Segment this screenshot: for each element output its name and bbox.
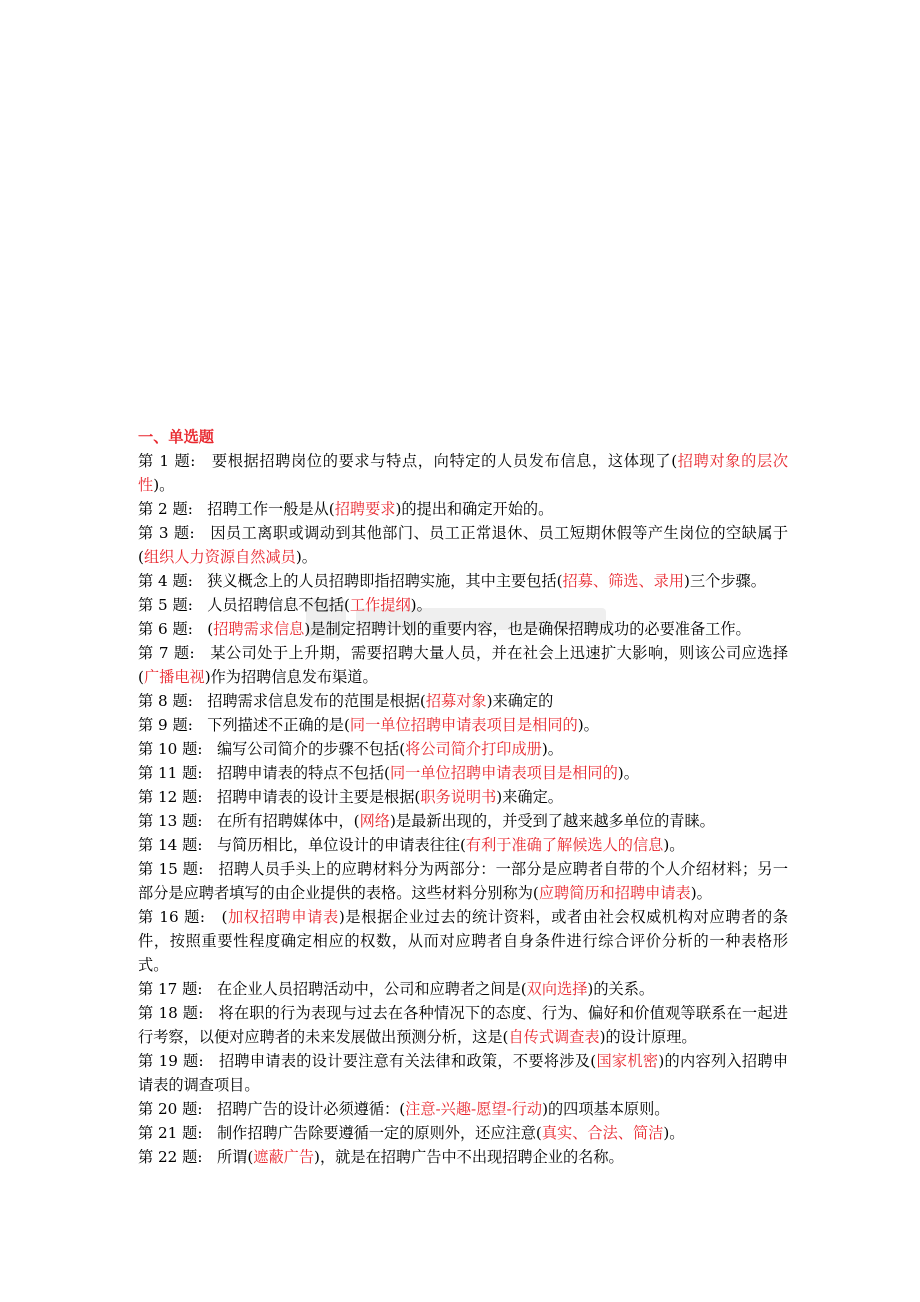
question-item bbox=[138, 713, 788, 737]
question-text-end: )。 bbox=[153, 476, 175, 494]
question-text-end: )。 bbox=[663, 836, 685, 854]
question-item bbox=[138, 1097, 788, 1121]
question-item bbox=[138, 569, 788, 593]
question-spacer bbox=[203, 860, 218, 878]
question-text: ( bbox=[207, 620, 214, 638]
question-item bbox=[138, 761, 788, 785]
question-number: 第 9 题: bbox=[138, 716, 193, 734]
question-answer: 将公司简介打印成册 bbox=[405, 740, 542, 758]
question-text: 招聘工作一般是从( bbox=[207, 500, 335, 518]
question-spacer bbox=[193, 596, 207, 614]
question-spacer bbox=[193, 572, 207, 590]
question-text: 某公司处于上升期，需要招聘大量人员，并在社会上迅速扩大影响，则该公司应选择( bbox=[138, 644, 789, 686]
question-item bbox=[138, 641, 788, 689]
question-item bbox=[138, 593, 788, 617]
question-text: 招聘需求信息发布的范围是根据( bbox=[207, 692, 426, 710]
question-spacer bbox=[204, 1052, 219, 1070]
question-item bbox=[138, 857, 788, 905]
question-spacer bbox=[202, 1148, 216, 1166]
question-number: 第 12 题: bbox=[138, 788, 203, 806]
question-text: 招聘人员手头上的应聘材料分为两部分：一部分是应聘者自带的个人介绍材料；另一部分是应聘者填写的由企业提供的表格。这些材料分别称为( bbox=[138, 860, 789, 902]
question-text-end: )是根据企业过去的统计资料，或者由社会权威机构对应聘者的条件，按照重要性程度确定相应的权数，从而对应聘者自身条件进行综合评价分析的一种表格形式。 bbox=[138, 908, 789, 974]
question-text: 招聘广告的设计必须遵循：( bbox=[216, 1100, 406, 1118]
question-answer: 遮蔽广告 bbox=[253, 1148, 315, 1166]
question-number: 第 4 题: bbox=[138, 572, 193, 590]
question-text: 人员招聘信息不包括( bbox=[207, 596, 350, 614]
question-item bbox=[138, 833, 788, 857]
question-answer: 同一单位招聘申请表项目是相同的 bbox=[389, 764, 618, 782]
section-title: 一、单选题 bbox=[138, 428, 214, 446]
question-text: 下列描述不正确的是( bbox=[207, 716, 350, 734]
question-number: 第 6 题: bbox=[138, 620, 193, 638]
question-answer: 真实、合法、简洁 bbox=[541, 1124, 664, 1142]
question-text: ( bbox=[221, 908, 228, 926]
question-text-end: )。 bbox=[690, 884, 712, 902]
question-text: 招聘申请表的设计要注意有关法律和政策，不要将涉及( bbox=[218, 1052, 597, 1070]
question-item bbox=[138, 1001, 788, 1049]
question-number: 第 21 题: bbox=[138, 1124, 203, 1142]
question-answer: 注意-兴趣-愿望-行动 bbox=[405, 1100, 543, 1118]
question-item bbox=[138, 449, 788, 497]
question-text-end: )。 bbox=[410, 596, 432, 614]
question-spacer bbox=[195, 524, 211, 542]
question-answer: 招聘要求 bbox=[334, 500, 396, 518]
question-item bbox=[138, 497, 788, 521]
question-text: 狭义概念上的人员招聘即指招聘实施，其中主要包括( bbox=[207, 572, 563, 590]
question-spacer bbox=[193, 692, 207, 710]
question-spacer bbox=[193, 500, 207, 518]
question-number: 第 13 题: bbox=[138, 812, 203, 830]
question-text: 因员工离职或调动到其他部门、员工正常退休、员工短期休假等产生岗位的空缺属于( bbox=[138, 524, 789, 566]
question-text-end: )是制定招聘计划的重要内容，也是确保招聘成功的必要准备工作。 bbox=[304, 620, 751, 638]
question-spacer bbox=[205, 908, 221, 926]
question-answer: 工作提纲 bbox=[349, 596, 411, 614]
question-answer: 组织人力资源自然减员 bbox=[143, 548, 296, 566]
question-answer: 招聘对象的层次性 bbox=[138, 452, 789, 494]
question-text-end: )的设计原理。 bbox=[599, 1028, 697, 1046]
question-item bbox=[138, 1049, 788, 1097]
question-answer: 职务说明书 bbox=[420, 788, 497, 806]
question-number: 第 2 题: bbox=[138, 500, 193, 518]
question-spacer bbox=[202, 980, 216, 998]
question-text-end: )的提出和确定开始的。 bbox=[395, 500, 554, 518]
question-number: 第 8 题: bbox=[138, 692, 193, 710]
question-text: 在所有招聘媒体中，( bbox=[216, 812, 360, 830]
question-text-end: )。 bbox=[617, 764, 639, 782]
question-answer: 加权招聘申请表 bbox=[227, 908, 339, 926]
question-spacer bbox=[193, 620, 207, 638]
question-item bbox=[138, 785, 788, 809]
question-number: 第 1 题: bbox=[138, 452, 196, 470]
question-answer: 网络 bbox=[359, 812, 390, 830]
question-number: 第 10 题: bbox=[138, 740, 203, 758]
question-text-end: )三个步骤。 bbox=[684, 572, 766, 590]
question-text-end: )。 bbox=[663, 1124, 685, 1142]
question-answer: 应聘简历和招聘申请表 bbox=[538, 884, 691, 902]
question-text-end: )作为招聘信息发布渠道。 bbox=[204, 668, 378, 686]
question-number: 第 15 题: bbox=[138, 860, 204, 878]
question-text: 编写公司简介的步骤不包括( bbox=[216, 740, 406, 758]
question-number: 第 17 题: bbox=[138, 980, 203, 998]
question-number: 第 11 题: bbox=[138, 764, 203, 782]
question-answer: 招募对象 bbox=[425, 692, 487, 710]
question-list bbox=[138, 449, 788, 1169]
document-body bbox=[138, 425, 788, 1169]
question-answer: 招聘需求信息 bbox=[213, 620, 305, 638]
question-spacer bbox=[203, 1004, 218, 1022]
question-item bbox=[138, 809, 788, 833]
question-number: 第 5 题: bbox=[138, 596, 193, 614]
question-spacer bbox=[202, 1124, 216, 1142]
question-number: 第 18 题: bbox=[138, 1004, 204, 1022]
question-spacer bbox=[202, 812, 216, 830]
question-text-end: )。 bbox=[541, 740, 563, 758]
question-text-end: )。 bbox=[295, 548, 317, 566]
question-answer: 国家机密 bbox=[596, 1052, 659, 1070]
question-text: 在企业人员招聘活动中，公司和应聘者之间是( bbox=[216, 980, 527, 998]
question-number: 第 14 题: bbox=[138, 836, 203, 854]
question-answer: 双向选择 bbox=[526, 980, 588, 998]
question-item bbox=[138, 737, 788, 761]
question-spacer bbox=[195, 644, 211, 662]
question-answer: 广播电视 bbox=[143, 668, 205, 686]
question-text-end: )，就是在招聘广告中不出现招聘企业的名称。 bbox=[314, 1148, 624, 1166]
question-text-end: )的四项基本原则。 bbox=[542, 1100, 670, 1118]
question-spacer bbox=[202, 1100, 216, 1118]
question-item bbox=[138, 689, 788, 713]
question-answer: 有利于准确了解候选人的信息 bbox=[465, 836, 664, 854]
question-spacer bbox=[202, 836, 216, 854]
question-item bbox=[138, 905, 788, 977]
question-spacer bbox=[202, 740, 216, 758]
question-text: 将在职的行为表现与过去在各种情况下的态度、行为、偏好和价值观等联系在一起进行考察，以便对应聘者的未来发展做出预测分析，这是( bbox=[138, 1004, 789, 1046]
question-spacer bbox=[193, 716, 207, 734]
question-item bbox=[138, 1121, 788, 1145]
question-item bbox=[138, 521, 788, 569]
question-number: 第 16 题: bbox=[138, 908, 206, 926]
question-spacer bbox=[202, 764, 216, 782]
question-answer: 自传式调查表 bbox=[508, 1028, 600, 1046]
question-number: 第 20 题: bbox=[138, 1100, 203, 1118]
question-text: 招聘申请表的特点不包括( bbox=[216, 764, 390, 782]
question-text-end: )来确定的 bbox=[486, 692, 554, 710]
question-text-end: )的关系。 bbox=[587, 980, 655, 998]
question-item bbox=[138, 1145, 788, 1169]
question-answer: 招募、筛选、录用 bbox=[562, 572, 685, 590]
question-text: 要根据招聘岗位的要求与特点，向特定的人员发布信息，这体现了( bbox=[211, 452, 678, 470]
question-number: 第 3 题: bbox=[138, 524, 195, 542]
question-text: 所谓( bbox=[216, 1148, 254, 1166]
question-answer: 同一单位招聘申请表项目是相同的 bbox=[349, 716, 578, 734]
question-spacer bbox=[195, 452, 211, 470]
question-spacer bbox=[202, 788, 216, 806]
question-text-end: )是最新出现的，并受到了越来越多单位的青睐。 bbox=[389, 812, 715, 830]
question-number: 第 7 题: bbox=[138, 644, 195, 662]
question-number: 第 22 题: bbox=[138, 1148, 203, 1166]
question-text: 制作招聘广告除要遵循一定的原则外，还应注意( bbox=[216, 1124, 542, 1142]
question-text-end: )。 bbox=[577, 716, 599, 734]
question-item bbox=[138, 617, 788, 641]
question-number: 第 19 题: bbox=[138, 1052, 204, 1070]
question-text: 与简历相比，单位设计的申请表往往( bbox=[216, 836, 466, 854]
question-text-end: )的内容列入招聘申请表的调查项目。 bbox=[138, 1052, 789, 1094]
question-text-end: )来确定。 bbox=[496, 788, 563, 806]
question-text: 招聘申请表的设计主要是根据( bbox=[216, 788, 421, 806]
question-item bbox=[138, 977, 788, 1001]
